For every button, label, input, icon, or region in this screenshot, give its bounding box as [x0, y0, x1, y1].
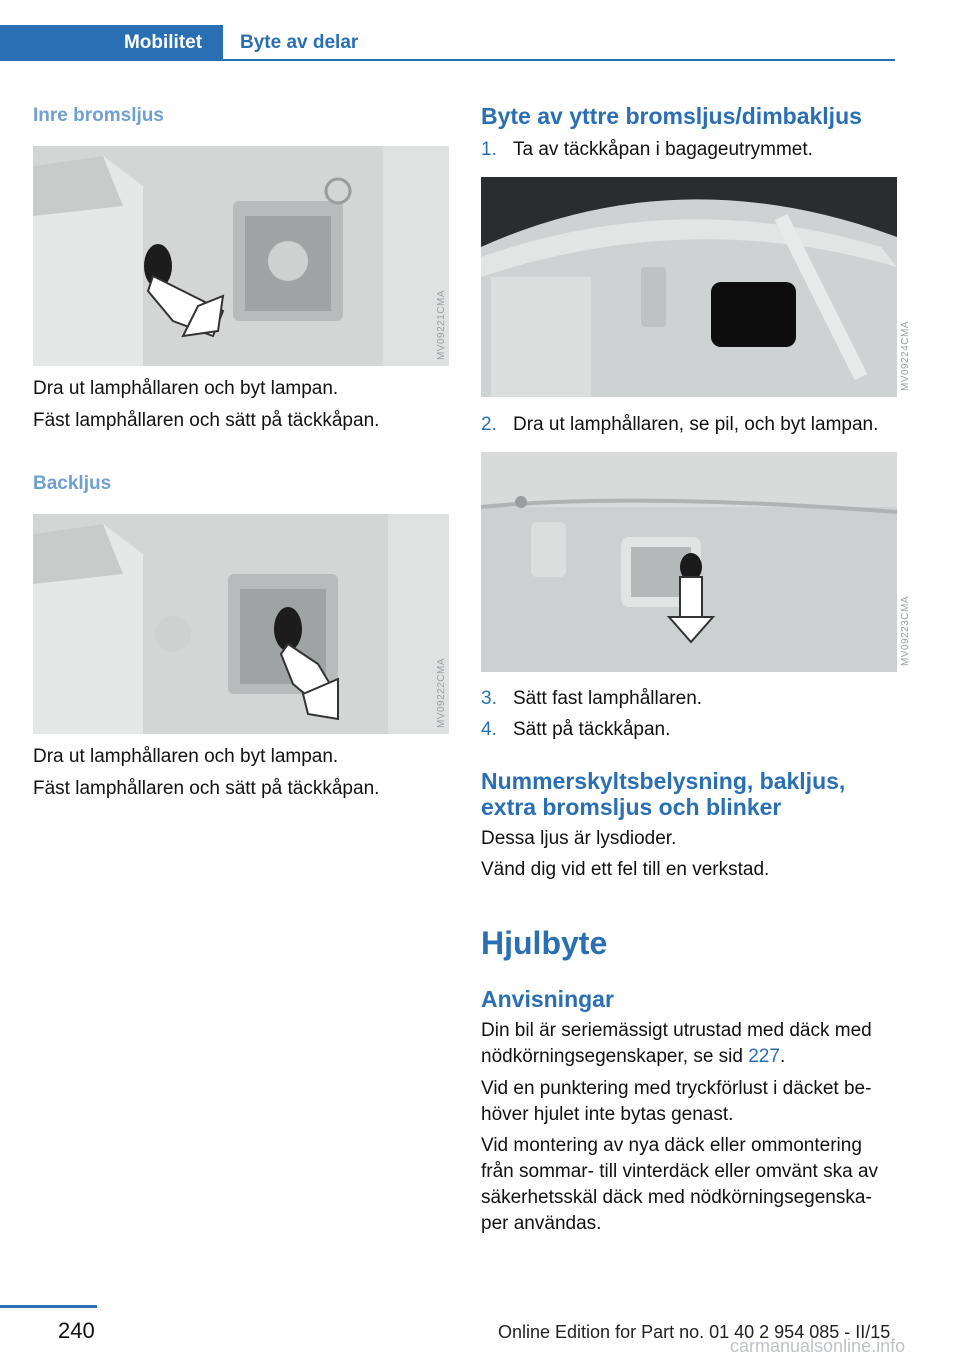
figure-code: MV09221CMA: [436, 289, 447, 360]
title-hjulbyte: Hjulbyte: [481, 925, 608, 961]
text-line: Fäst lamphållaren och sätt på täckkåpan.: [33, 778, 380, 799]
text-line: Fäst lamphållaren och sätt på täckkåpan.: [33, 410, 380, 431]
step-text: Sätt fast lamphållaren.: [513, 688, 703, 709]
step-text: Ta av täckkåpan i bagageutrymmet.: [513, 139, 813, 160]
step-item: [481, 412, 878, 438]
paragraph: [481, 1133, 878, 1237]
text-line: Vid montering av nya däck eller ommontering: [481, 1135, 862, 1156]
text-line: Dra ut lamphållaren och byt lampan.: [33, 378, 339, 399]
heading-inre-bromsljus: Inre bromsljus: [33, 105, 164, 126]
figure-code: MV09223CMA: [900, 595, 911, 666]
paragraph: [481, 1076, 871, 1128]
text-line: Vänd dig vid ett fel till en verkstad.: [481, 859, 770, 880]
paragraph: [481, 1018, 872, 1070]
text-line: säkerhetsskäl däck med nödkörningsegenska-: [481, 1187, 872, 1208]
text-line: från sommar- till vinterdäck eller omvänt ska av: [481, 1161, 879, 1182]
figure-tackkapa: [481, 177, 911, 397]
text-line: per användas.: [481, 1213, 602, 1234]
text-line: Dessa ljus är lysdioder.: [481, 828, 677, 849]
figure-inre-bromsljus: [33, 146, 449, 366]
page-link-227[interactable]: 227: [748, 1046, 780, 1067]
footer-edition: Online Edition for Part no. 01 40 2 954 085 - II/15: [498, 1322, 891, 1342]
watermark: carmanualsonline.info: [730, 1336, 906, 1356]
step-item: [481, 717, 670, 743]
text-segment: nödkörningsegenskaper, se sid: [481, 1046, 749, 1067]
text-segment: .: [779, 1046, 786, 1067]
step-number: 3.: [481, 688, 497, 709]
text-line: höver hjulet inte bytas genast.: [481, 1104, 734, 1125]
tab-mobilitet[interactable]: Mobilitet: [103, 25, 223, 61]
figure-backljus: [33, 514, 449, 734]
heading-backljus: Backljus: [33, 473, 112, 494]
step-number: 2.: [481, 414, 497, 435]
figure-code: MV09222CMA: [436, 657, 447, 728]
text-line: [481, 1044, 872, 1070]
header-accent-bar: [0, 25, 103, 61]
step-item: [481, 137, 813, 163]
heading-anvisningar: Anvisningar: [481, 986, 614, 1012]
page-number: 240: [58, 1318, 95, 1343]
text-line: Vid en punktering med tryckförlust i däcket be-: [481, 1078, 872, 1099]
header-rule: [223, 59, 895, 61]
step-text: Sätt på täckkåpan.: [513, 719, 671, 740]
heading-nummerskylt: [481, 768, 845, 820]
heading-yttre-bromsljus: Byte av yttre bromsljus/dimbakljus: [481, 103, 862, 129]
step-number: 1.: [481, 139, 497, 160]
page-number-rule: [0, 1305, 97, 1308]
heading-line: extra bromsljus och blinker: [481, 794, 782, 820]
step-text: Dra ut lamphållaren, se pil, och byt lampan.: [513, 414, 879, 435]
step-number: 4.: [481, 719, 497, 740]
figure-code: MV09224CMA: [900, 320, 911, 391]
tab-byte-av-delar[interactable]: Byte av delar: [240, 32, 359, 53]
figure-lamphallare: [481, 452, 911, 672]
heading-line: Nummerskyltsbelysning, bakljus,: [481, 768, 846, 794]
text-line: Dra ut lamphållaren och byt lampan.: [33, 746, 339, 767]
step-item: [481, 686, 702, 712]
text-line: Din bil är seriemässigt utrustad med däck med: [481, 1020, 872, 1041]
